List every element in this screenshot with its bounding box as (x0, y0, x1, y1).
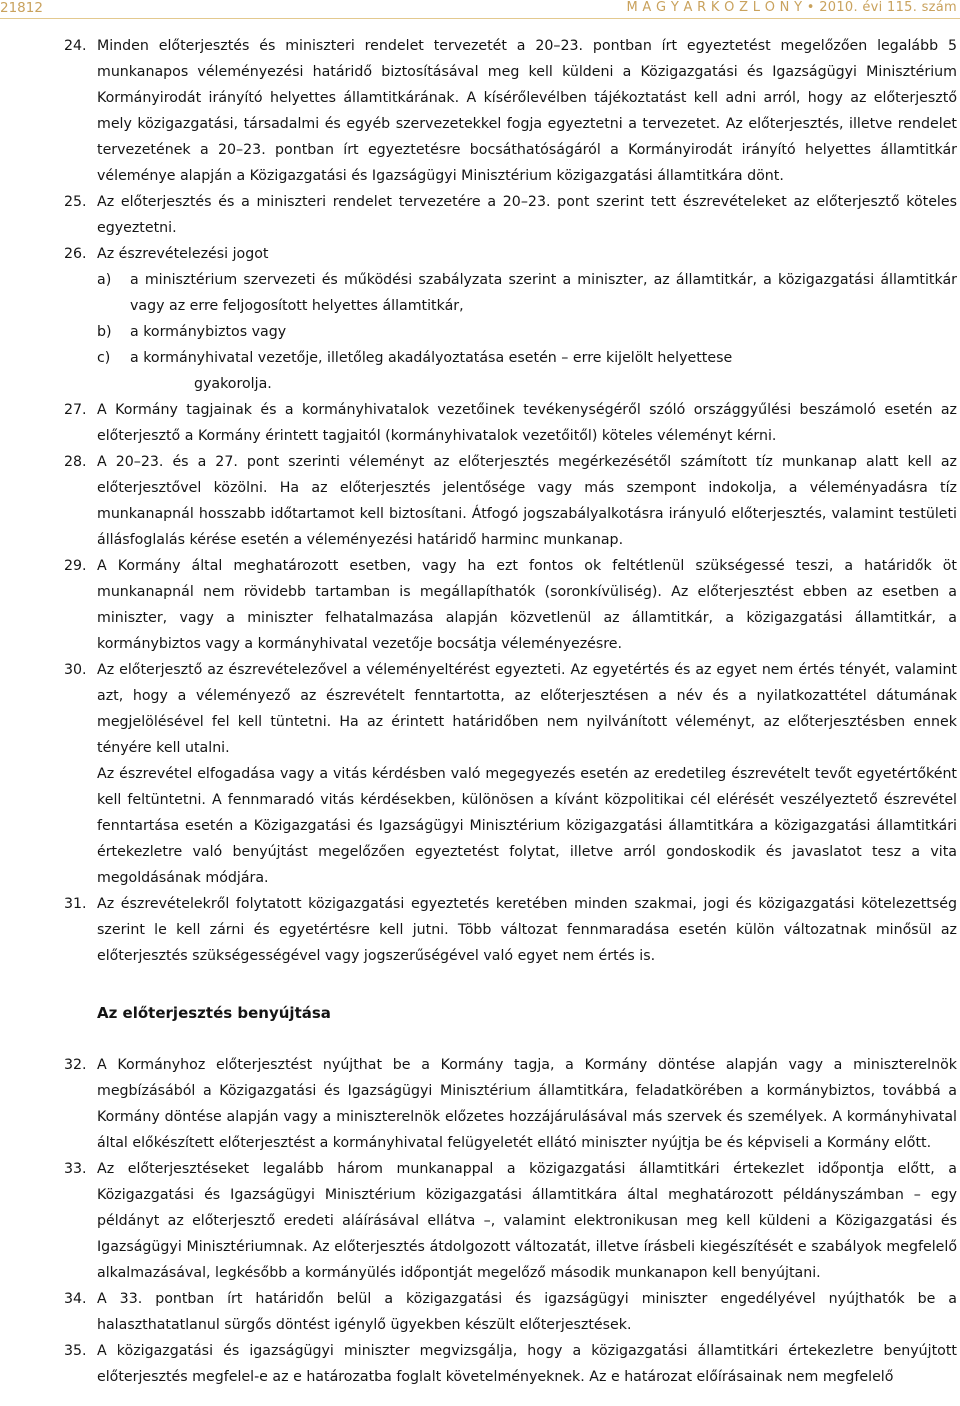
sub-item (97, 267, 957, 319)
numbered-item (0, 189, 960, 241)
numbered-item (0, 33, 960, 189)
item-paragraph: Az észrevételekről folytatott közigazgatási egyeztetés keretében minden szakmai, jogi és közigazgatási kötelezettség szerint le kell zárni és egyetértésre kell jutni. Több változat fennmaradása esetén külön változatnak minősül az előterjesztés szükségességével vagy jogszerűségével való egyet nem értés is. (97, 896, 957, 964)
item-paragraph: A Kormány tagjainak és a kormányhivatalok vezetőinek tevékenységéről szóló országgyűlési beszámoló esetén az előterjesztő a Kormány érintett tagjaitól (kormányhivatalok vezetőitől) köteles véleményt kérni. (97, 402, 957, 444)
numbered-item (0, 1286, 960, 1338)
item-intro: Az észrevételezési jogot (97, 246, 269, 262)
item-number: 34. (64, 1291, 87, 1307)
sub-item-text: a kormányhivatal vezetője, illetőleg akadályoztatása esetén – erre kijelölt helyettese (130, 350, 733, 366)
document-body (0, 33, 960, 1390)
item-paragraph: A 33. pontban írt határidőn belül a közigazgatási és igazságügyi miniszter engedélyével nyújthatók be a halaszthatatlanul sürgős döntést igénylő ügyekben készült előterjesztések. (97, 1291, 957, 1333)
numbered-item (0, 1338, 960, 1390)
numbered-item (0, 241, 960, 397)
journal-title: M A G Y A R K Ö Z L Ö N Y • 2010. évi 115. szám (626, 0, 957, 15)
numbered-item (0, 449, 960, 553)
header-rule (0, 18, 960, 19)
item-number: 25. (64, 194, 87, 210)
item-number: 35. (64, 1343, 87, 1359)
sub-item-text: a kormánybiztos vagy (130, 324, 287, 340)
sub-item-label: b) (97, 324, 112, 340)
page-header (0, 0, 960, 22)
item-paragraph: A közigazgatási és igazságügyi miniszter megvizsgálja, hogy a közigazgatási államtitkári értekezletre benyújtott előterjesztés megfelel-e az e határozatba foglalt követelményeknek. Az e határozat előírásainak nem megfelelő (97, 1343, 957, 1385)
numbered-item (0, 657, 960, 891)
item-number: 33. (64, 1161, 87, 1177)
sub-item (97, 319, 957, 345)
item-paragraph: Az észrevétel elfogadása vagy a vitás kérdésben való megegyezés esetén az eredetileg észrevételt tevőt egyetértőként kell feltüntetni. A fennmaradó vitás kérdésekben, különösen a kívánt közpolitikai cél elérését veszélyeztető észrevétel fenntartása esetén a Közigazgatási és Igazságügyi Minisztérium közigazgatási államtitkára a közigazgatási államtitkári értekezletre való benyújtást megelőzően egyeztetést folytat, illetve arról gondoskodik és javaslatot tesz a vita megoldásának módjára. (97, 766, 957, 886)
item-number: 24. (64, 38, 87, 54)
item-paragraph: A 20–23. és a 27. pont szerinti véleményt az előterjesztés megérkezésétől számított tíz munkanap alatt kell az előterjesztővel közölni. Ha az előterjesztés jelentősége vagy más szempont indokolja, a véleményadásra tíz munkanapnál hosszabb időtartamot kell biztosítani. Átfogó jogszabályalkotásra irányuló előterjesztés, valamint testületi állásfoglalás kérése esetén a véleményezési határidő harminc munkanap. (97, 454, 957, 548)
item-number: 26. (64, 246, 87, 262)
section-heading: Az előterjesztés benyújtása (97, 1004, 331, 1022)
item-paragraph: A Kormányhoz előterjesztést nyújthat be a Kormány tagja, a Kormány döntése alapján vagy a miniszterelnök megbízásából a Közigazgatási és Igazságügyi Minisztérium államtitkára, feladatkörében a kormánybiztos, továbbá a Kormány döntése alapján vagy a miniszterelnök előzetes hozzájárulásával más szervek és személyek. A kormányhivatal által előkészített előterjesztést a kormányhivatal felügyeletét ellátó miniszter nyújtja be és képviseli a Kormány előtt. (97, 1057, 957, 1151)
item-number: 31. (64, 896, 87, 912)
item-number: 28. (64, 454, 87, 470)
sub-item-label: a) (97, 272, 112, 288)
item-number: 32. (64, 1057, 87, 1073)
item-paragraph: Az előterjesztő az észrevételezővel a véleményeltérést egyezteti. Az egyetértés és az egyet nem értés tényét, valamint azt, hogy a véleményező az észrevételt fenntartotta, az előterjesztésen a név és a nyilatkozattétel dátumának megjelölésével fel kell tüntetni. Ha az érintett határidőben nem nyilvánított véleményt, az előterjesztésben ennek tényére kell utalni. (97, 662, 957, 756)
numbered-item (0, 553, 960, 657)
item-number: 30. (64, 662, 87, 678)
item-paragraph: A Kormány által meghatározott esetben, vagy ha ezt fontos ok feltétlenül szükségessé teszi, a határidők öt munkanapnál nem rövidebb tartamban is megállapíthatók (soronkívüliség). Az előterjesztést ebben az esetben a miniszter, vagy a miniszter felhatalmazása alapján közvetlenül az államtitkár, a közigazgatási államtitkár, a kormánybiztos vagy a kormányhivatal vezetője bocsátja véleményezésre. (97, 558, 957, 652)
item-number: 27. (64, 402, 87, 418)
numbered-item (0, 1052, 960, 1156)
item-paragraph: Az előterjesztéseket legalább három munkanappal a közigazgatási államtitkári értekezlet időpontja előtt, a Közigazgatási és Igazságügyi Minisztérium közigazgatási államtitkára által meghatározott példányszámban – egy példányt az előterjesztő eredeti aláírásával ellátva –, valamint elektronikusan meg kell küldeni a Közigazgatási és Igazságügyi Minisztériumnak. Az előterjesztés átdolgozott változatát, illetve írásbeli kiegészítését e szabályok megfelelő alkalmazásával, legkésőbb a kormányülés időpontját megelőző második munkanapon kell benyújtani. (97, 1161, 957, 1281)
page-number: 21812 (0, 0, 43, 16)
item-number: 29. (64, 558, 87, 574)
numbered-item (0, 1156, 960, 1286)
item-trailing-text: gyakorolja. (194, 376, 272, 392)
item-paragraph: Minden előterjesztés és miniszteri rendelet tervezetét a 20–23. pontban írt egyeztetést megelőzően legalább 5 munkanapos véleményezési határidő biztosításával meg kell küldeni a Közigazgatási és Igazságügyi Minisztérium Kormányirodát irányító helyettes államtitkárának. A kísérőlevélben tájékoztatást kell adni arról, hogy az előterjesztő mely közigazgatási, társadalmi és egyéb szervezetekkel fogja egyeztetni a tervezetet. Az előterjesztés, illetve rendelet tervezetének a 20–23. pontban írt egyeztetésre bocsáthatóságáról a Kormányirodát irányító helyettes államtitkár véleménye alapján a Közigazgatási és Igazságügyi Minisztérium közigazgatási államtitkára dönt. (97, 38, 957, 184)
sub-item (97, 345, 957, 371)
sub-item-text: a minisztérium szervezeti és működési szabályzata szerint a miniszter, az államtitkár, a közigazgatási államtitkár vagy az erre feljogosított helyettes államtitkár, (130, 272, 957, 314)
sub-item-label: c) (97, 350, 111, 366)
item-paragraph: Az előterjesztés és a miniszteri rendelet tervezetére a 20–23. pont szerint tett észrevételeket az előterjesztő köteles egyeztetni. (97, 194, 957, 236)
numbered-item (0, 891, 960, 969)
numbered-item (0, 397, 960, 449)
